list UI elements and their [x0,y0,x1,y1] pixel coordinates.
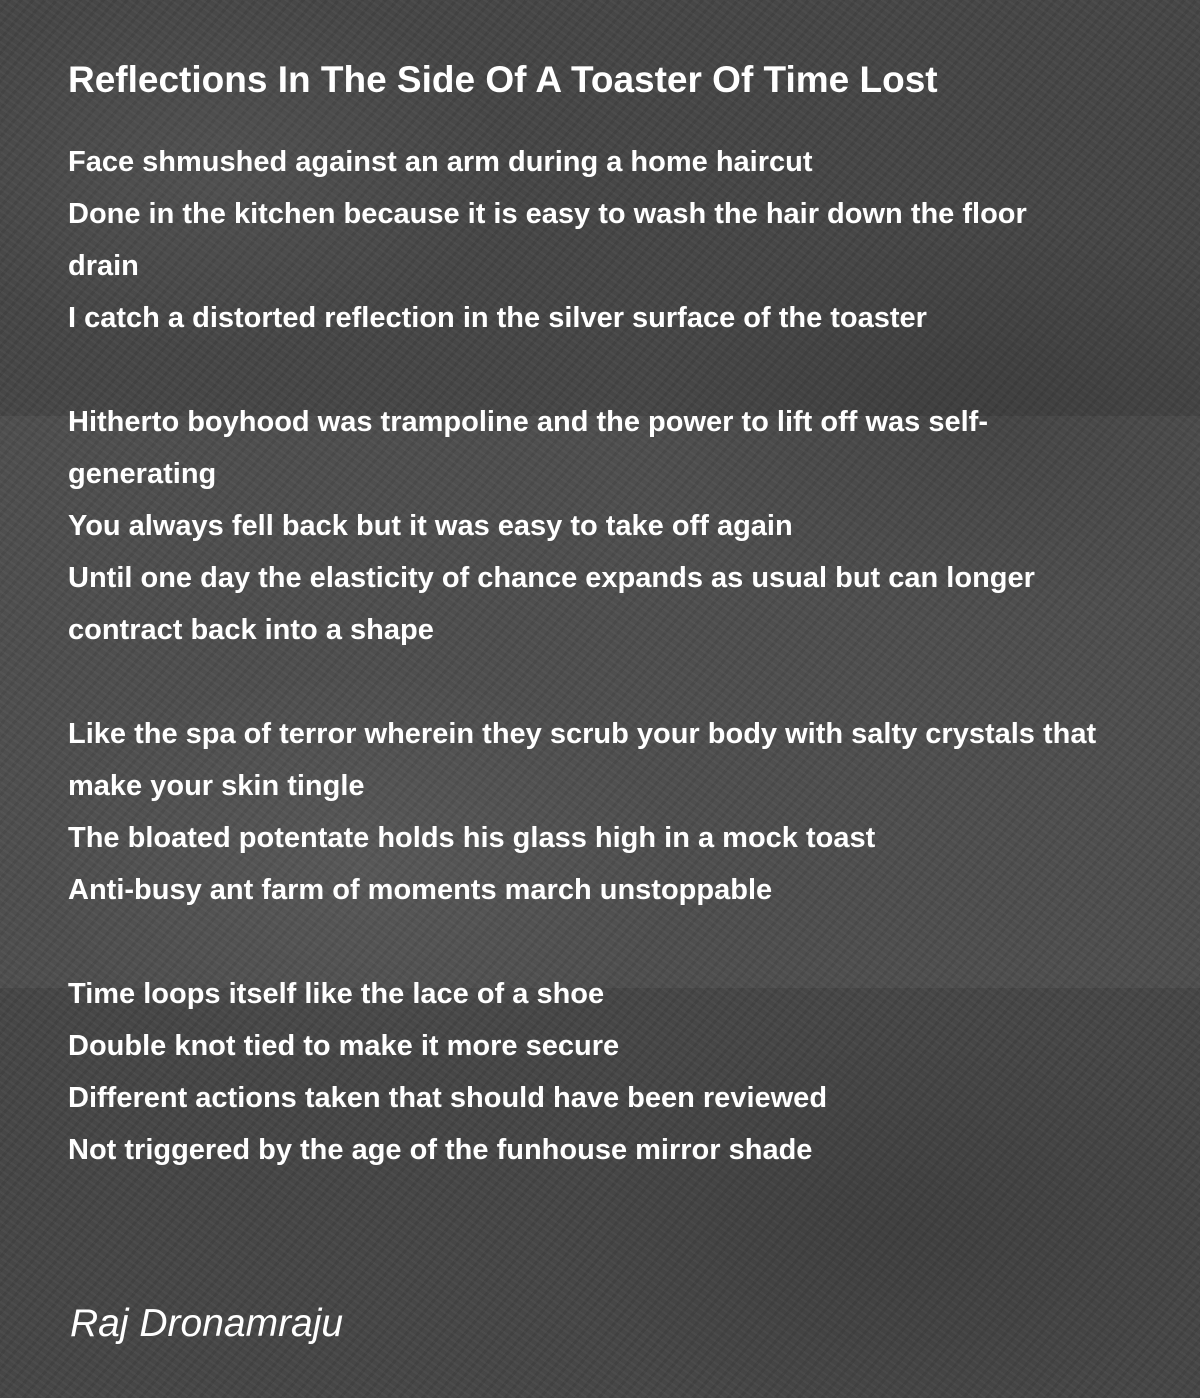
poem-line: Time loops itself like the lace of a shoe [68,978,605,1010]
poem-line: Hitherto boyhood was trampoline and the power to lift off was self- generating [68,406,988,490]
stanza-3 [68,708,1098,916]
poem-line: Different actions taken that should have been reviewed [68,1082,828,1114]
poem-line: Anti-busy ant farm of moments march unstoppable [68,874,773,906]
poem-body [68,136,1098,1176]
poem-line: Like the spa of terror wherein they scrub your body with salty crystals that make your skin tingle [68,718,1097,802]
poem-line: Face shmushed against an arm during a home haircut [68,146,813,178]
stanza-1 [68,136,1098,344]
poem-title: Reflections In The Side Of A Toaster Of Time Lost [68,59,938,100]
poem-line: You always fell back but it was easy to take off again [68,510,793,542]
poem-line: Until one day the elasticity of chance expands as usual but can longer contract back into a shape [68,562,1035,646]
poem-line: Double knot tied to make it more secure [68,1030,620,1062]
poem-line: Not triggered by the age of the funhouse mirror shade [68,1134,813,1166]
poem-line: The bloated potentate holds his glass high in a mock toast [68,822,876,854]
stanza-2 [68,396,1098,656]
poem-author: Raj Dronamraju [70,1302,344,1345]
poem-container [68,54,1098,1228]
poem-line: Done in the kitchen because it is easy to wash the hair down the floor drain [68,198,1027,282]
stanza-4 [68,968,1098,1176]
poem-line: I catch a distorted reflection in the silver surface of the toaster [68,302,927,334]
